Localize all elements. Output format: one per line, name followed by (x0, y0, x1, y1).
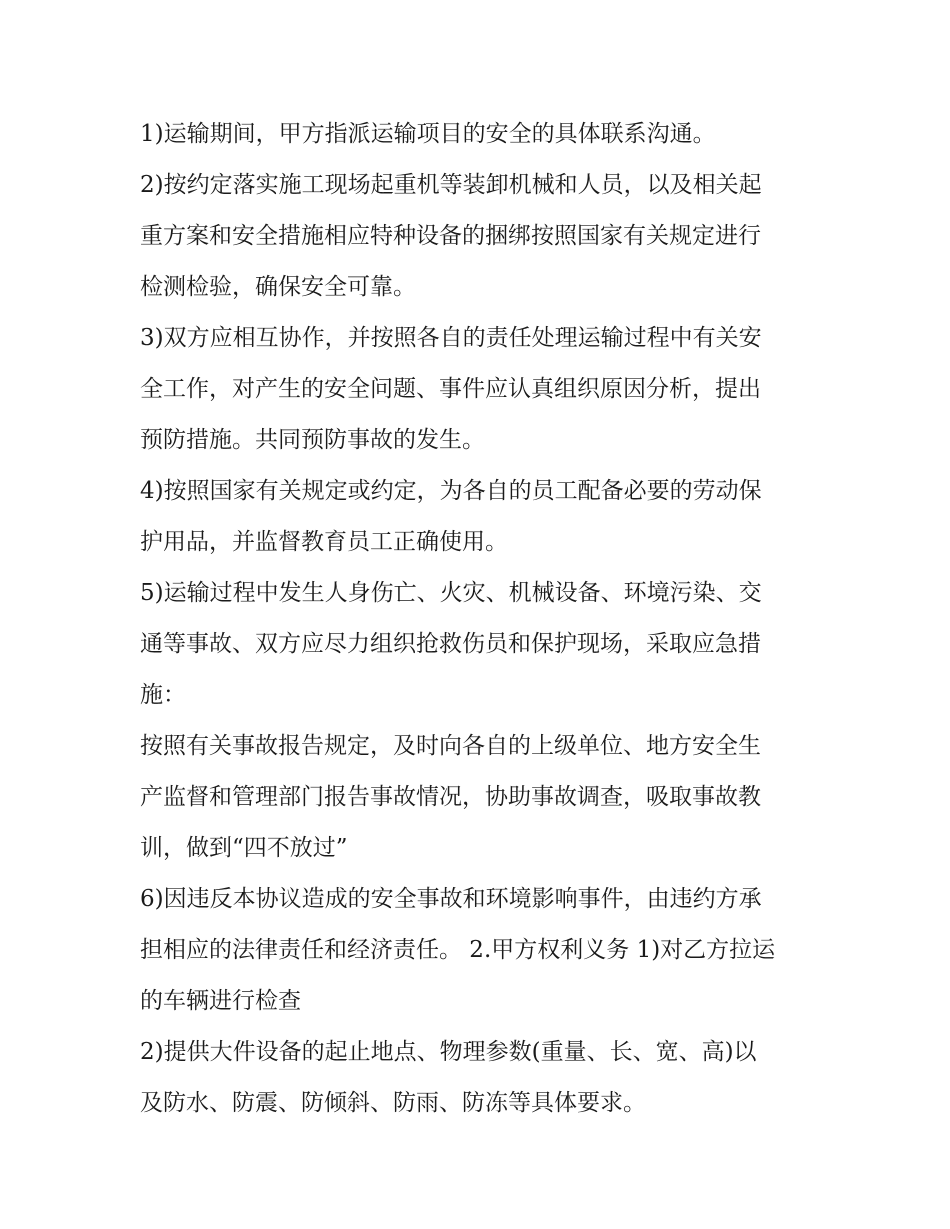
text-line: 施： (140, 682, 186, 708)
text-line: 重方案和安全措施相应特种设备的捆绑按照国家有关规定进行 (140, 223, 761, 249)
text-line: 按照有关事故报告规定，及时向各自的上级单位、地方安全生 (140, 733, 761, 759)
text-line: 产监督和管理部门报告事故情况，协助事故调查，吸取事故教 (140, 784, 761, 810)
text-line: 训，做到“四不放过” (140, 835, 348, 861)
text-line: 预防措施。共同预防事故的发生。 (140, 427, 485, 453)
text-line: 护用品，并监督教育员工正确使用。 (140, 529, 508, 555)
text-line: 2)按约定落实施工现场起重机等装卸机械和人员，以及相关起 (140, 172, 762, 198)
document-body (140, 109, 812, 1129)
text-line: 1)运输期间，甲方指派运输项目的安全的具体联系沟通。 (140, 121, 716, 147)
text-line: 3)双方应相互协作，并按照各自的责任处理运输过程中有关安 (140, 325, 762, 351)
text-line: 2)提供大件设备的起止地点、物理参数(重量、长、宽、高)以 (140, 1039, 757, 1065)
text-line: 担相应的法律责任和经济责任。 2.甲方权利义务 1)对乙方拉运 (140, 937, 776, 963)
text-line: 4)按照国家有关规定或约定，为各自的员工配备必要的劳动保 (140, 478, 762, 504)
text-line: 全工作，对产生的安全问题、事件应认真组织原因分析，提出 (140, 376, 761, 402)
text-line: 6)因违反本协议造成的安全事故和环境影响事件，由违约方承 (140, 886, 762, 912)
text-line: 的车辆进行检查 (140, 988, 301, 1014)
text-line: 5)运输过程中发生人身伤亡、火灾、机械设备、环境污染、交 (140, 580, 762, 606)
text-line: 及防水、防震、防倾斜、防雨、防冻等具体要求。 (140, 1090, 646, 1116)
text-line: 检测检验，确保安全可靠。 (140, 274, 416, 300)
text-line: 通等事故、双方应尽力组织抢救伤员和保护现场，采取应急措 (140, 631, 761, 657)
